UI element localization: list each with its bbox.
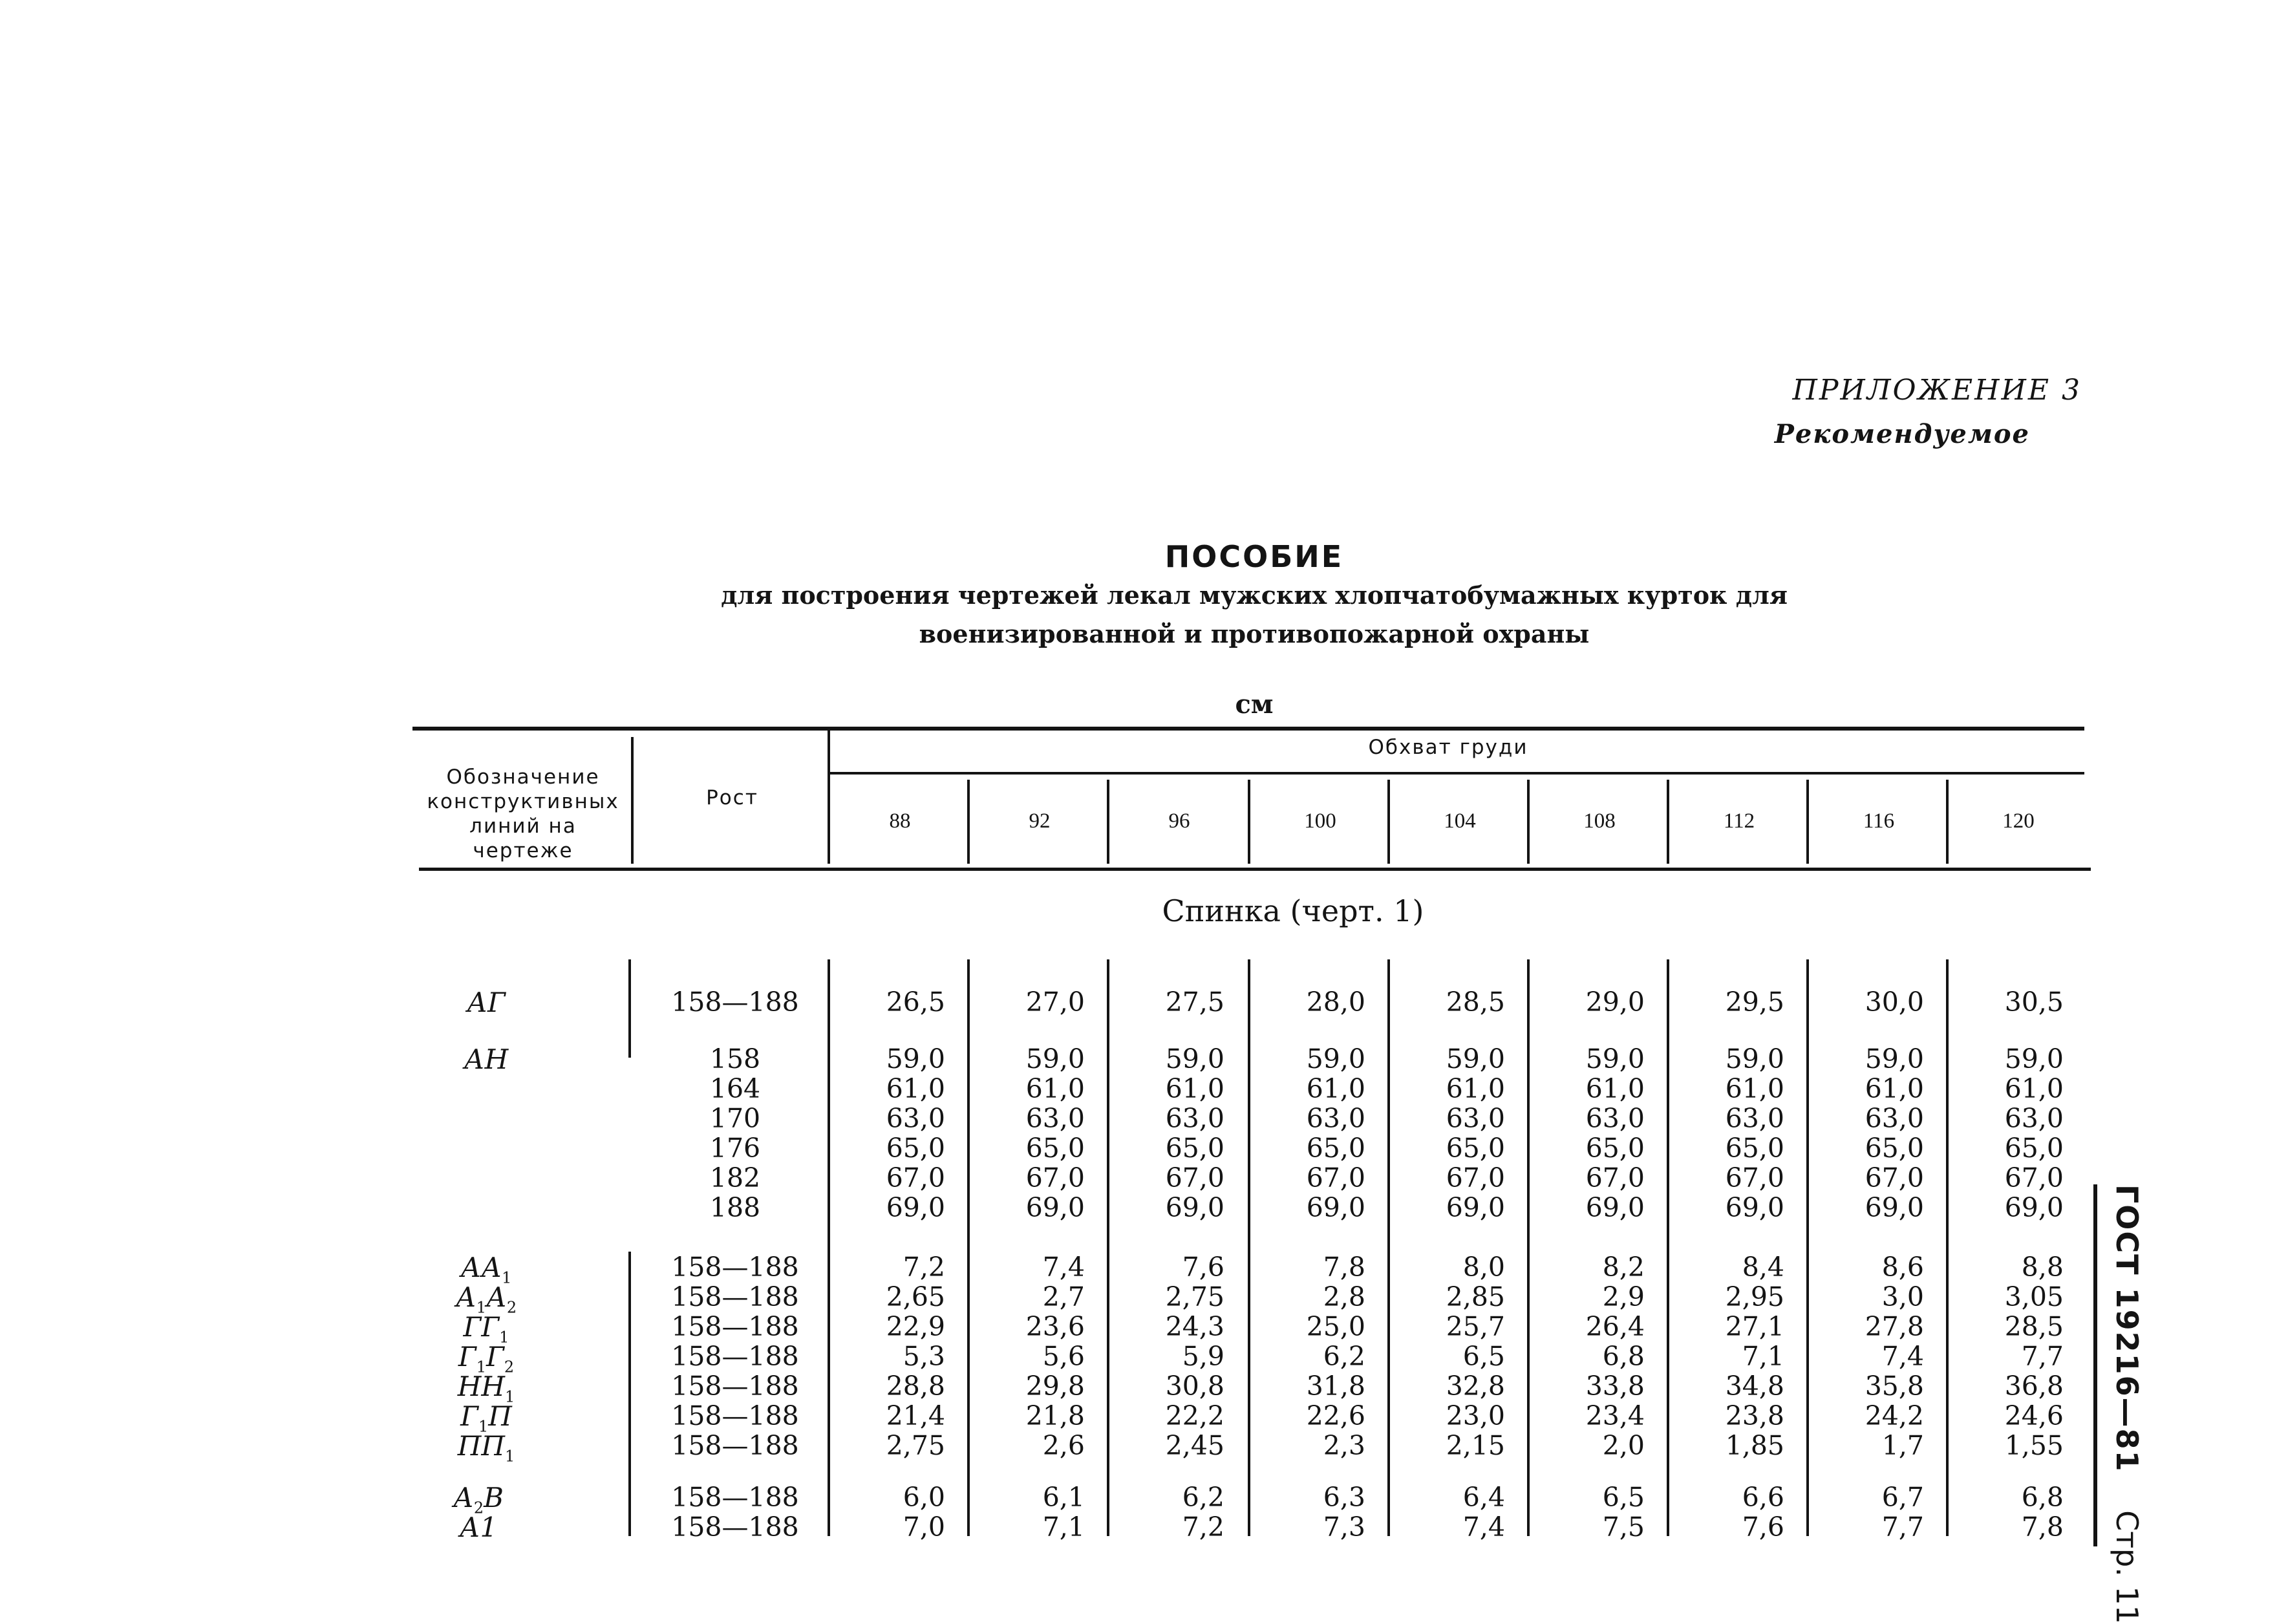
table-cell: 7,2 [1182, 1512, 1224, 1543]
table-cell: 22,2 [1165, 1400, 1224, 1431]
body-column-divider [967, 959, 970, 1536]
col-header-divider [1387, 780, 1390, 864]
table-cell: 5,3 [903, 1341, 945, 1372]
row-designation: $ПП_1$ [457, 1430, 515, 1466]
row-rost: 170 [709, 1103, 761, 1134]
body-column-divider [1387, 959, 1390, 1536]
table-top-rule [412, 727, 2084, 731]
table-cell: 7,1 [1042, 1512, 1085, 1543]
chest-size-100: 100 [1304, 809, 1336, 833]
section-title: Спинка (черт. 1) [1162, 893, 1424, 928]
table-cell: 5,6 [1042, 1341, 1085, 1372]
table-cell: 59,0 [1025, 1043, 1085, 1074]
table-cell: 24,2 [1865, 1400, 1924, 1431]
table-cell: 2,75 [1165, 1281, 1224, 1312]
row-rost: 176 [709, 1133, 761, 1164]
table-cell: 65,0 [1585, 1133, 1645, 1164]
table-cell: 24,6 [2004, 1400, 2064, 1431]
table-cell: 30,5 [2004, 987, 2064, 1018]
col-header-divider [1527, 780, 1530, 864]
table-cell: 65,0 [1306, 1133, 1365, 1164]
table-cell: 3,0 [1881, 1281, 1924, 1312]
table-cell: 7,3 [1323, 1512, 1365, 1543]
table-cell: 3,05 [2004, 1281, 2064, 1312]
row-rost: 158—188 [671, 987, 799, 1018]
table-cell: 29,0 [1585, 987, 1645, 1018]
row-rost: 158—188 [671, 1371, 799, 1402]
row-designation: $Г_1Г_2$ [458, 1341, 515, 1376]
row-designation: $Г_1П$ [460, 1400, 512, 1436]
col-header-rost: Рост [706, 786, 758, 809]
table-cell: 25,0 [1306, 1311, 1365, 1342]
table-cell: 67,0 [1165, 1162, 1224, 1193]
row-rost: 158—188 [671, 1341, 799, 1372]
row-rost: 158—188 [671, 1400, 799, 1431]
table-cell: 8,8 [2021, 1252, 2064, 1283]
table-cell: 23,4 [1585, 1400, 1645, 1431]
col-header-divider [967, 780, 970, 864]
body-column-divider [628, 959, 631, 1058]
col-header-divider [1806, 780, 1809, 864]
col-header-designation [419, 765, 627, 863]
table-cell: 28,8 [886, 1371, 945, 1402]
body-column-divider [1248, 959, 1250, 1536]
table-cell: 63,0 [1865, 1103, 1924, 1134]
table-cell: 69,0 [2004, 1192, 2064, 1223]
table-cell: 24,3 [1165, 1311, 1224, 1342]
unit-label: см [1235, 689, 1274, 720]
chest-size-88: 88 [889, 809, 911, 833]
table-cell: 7,5 [1602, 1512, 1645, 1543]
table-cell: 1,7 [1881, 1430, 1924, 1461]
col-header-designation-line1: Обозначение [446, 765, 600, 789]
group-header-rule [830, 772, 2084, 775]
table-cell: 32,8 [1446, 1371, 1505, 1402]
chest-size-108: 108 [1583, 809, 1616, 833]
table-cell: 30,8 [1165, 1371, 1224, 1402]
table-cell: 63,0 [886, 1103, 945, 1134]
table-cell: 63,0 [1306, 1103, 1365, 1134]
row-rost: 182 [709, 1162, 761, 1193]
table-cell: 29,8 [1025, 1371, 1085, 1402]
row-designation: $А_1А_2$ [455, 1281, 517, 1317]
table-cell: 59,0 [2004, 1043, 2064, 1074]
table-cell: 2,8 [1323, 1281, 1365, 1312]
table-cell: 21,4 [886, 1400, 945, 1431]
table-cell: 69,0 [1025, 1192, 1085, 1223]
table-cell: 26,5 [886, 987, 945, 1018]
table-cell: 65,0 [1165, 1133, 1224, 1164]
table-cell: 6,4 [1462, 1482, 1505, 1513]
table-cell: 30,0 [1865, 987, 1924, 1018]
table-cell: 8,4 [1742, 1252, 1784, 1283]
gost-side-rule [2093, 1184, 2097, 1546]
table-cell: 1,85 [1725, 1430, 1784, 1461]
body-column-divider [1527, 959, 1530, 1536]
appendix-status: Рекомендуемое [1774, 419, 2030, 449]
row-designation: АН [464, 1043, 509, 1075]
row-rost: 158—188 [671, 1482, 799, 1513]
table-cell: 7,4 [1881, 1341, 1924, 1372]
body-column-divider [1806, 959, 1809, 1536]
table-cell: 8,6 [1881, 1252, 1924, 1283]
table-cell: 2,9 [1602, 1281, 1645, 1312]
table-cell: 65,0 [1725, 1133, 1784, 1164]
row-designation: $НН_1$ [457, 1371, 515, 1406]
table-cell: 65,0 [2004, 1133, 2064, 1164]
table-cell: 2,3 [1323, 1430, 1365, 1461]
table-cell: 69,0 [1165, 1192, 1224, 1223]
table-cell: 6,8 [1602, 1341, 1645, 1372]
col-divider-label-rost [631, 737, 634, 864]
table-cell: 63,0 [1165, 1103, 1224, 1134]
table-cell: 2,0 [1602, 1430, 1645, 1461]
table-cell: 69,0 [1446, 1192, 1505, 1223]
col-header-designation-line3: линий на чертеже [469, 815, 577, 862]
table-cell: 6,2 [1182, 1482, 1224, 1513]
table-cell: 67,0 [1025, 1162, 1085, 1193]
table-cell: 65,0 [1865, 1133, 1924, 1164]
table-cell: 2,45 [1165, 1430, 1224, 1461]
gost-side-label [2104, 1184, 2150, 1624]
table-cell: 63,0 [1025, 1103, 1085, 1134]
table-cell: 2,85 [1446, 1281, 1505, 1312]
col-header-designation-line2: конструктивных [427, 790, 619, 813]
table-cell: 25,7 [1446, 1311, 1505, 1342]
chest-size-112: 112 [1723, 809, 1755, 833]
table-cell: 63,0 [1446, 1103, 1505, 1134]
chest-size-116: 116 [1863, 809, 1895, 833]
row-rost: 158 [709, 1043, 761, 1074]
table-cell: 2,6 [1042, 1430, 1085, 1461]
table-cell: 35,8 [1865, 1371, 1924, 1402]
gost-number: ГОСТ 19216—81 [2110, 1184, 2144, 1473]
table-cell: 67,0 [1446, 1162, 1505, 1193]
table-cell: 28,5 [1446, 987, 1505, 1018]
table-cell: 21,8 [1025, 1400, 1085, 1431]
table-cell: 69,0 [1725, 1192, 1784, 1223]
table-cell: 2,75 [886, 1430, 945, 1461]
table-cell: 23,8 [1725, 1400, 1784, 1431]
table-cell: 22,9 [886, 1311, 945, 1342]
table-cell: 7,7 [1881, 1512, 1924, 1543]
row-designation: $А_2В$ [453, 1482, 504, 1517]
row-designation: АГ [467, 987, 506, 1018]
table-cell: 67,0 [886, 1162, 945, 1193]
table-cell: 65,0 [1025, 1133, 1085, 1164]
table-cell: 61,0 [2004, 1073, 2064, 1104]
table-cell: 7,6 [1742, 1512, 1784, 1543]
table-cell: 61,0 [1306, 1073, 1365, 1104]
row-rost: 188 [709, 1192, 761, 1223]
row-rost: 158—188 [671, 1311, 799, 1342]
table-cell: 23,0 [1446, 1400, 1505, 1431]
table-cell: 67,0 [1585, 1162, 1645, 1193]
table-cell: 61,0 [1585, 1073, 1645, 1104]
row-designation: $ГГ_1$ [463, 1311, 509, 1347]
row-rost: 158—188 [671, 1252, 799, 1283]
table-cell: 63,0 [1585, 1103, 1645, 1134]
table-cell: 59,0 [1585, 1043, 1645, 1074]
chest-size-96: 96 [1168, 809, 1190, 833]
table-cell: 59,0 [1306, 1043, 1365, 1074]
header-bottom-rule [419, 868, 2091, 871]
table-cell: 27,0 [1025, 987, 1085, 1018]
table-cell: 69,0 [1585, 1192, 1645, 1223]
table-cell: 2,95 [1725, 1281, 1784, 1312]
table-cell: 8,2 [1602, 1252, 1645, 1283]
table-cell: 67,0 [1725, 1162, 1784, 1193]
table-cell: 63,0 [2004, 1103, 2064, 1134]
table-cell: 27,5 [1165, 987, 1224, 1018]
table-cell: 31,8 [1306, 1371, 1365, 1402]
chest-size-104: 104 [1444, 809, 1476, 833]
body-column-divider [1107, 959, 1109, 1536]
appendix-number: ПРИЛОЖЕНИЕ 3 [1792, 374, 2082, 407]
table-cell: 6,1 [1042, 1482, 1085, 1513]
table-cell: 6,6 [1742, 1482, 1784, 1513]
table-cell: 36,8 [2004, 1371, 2064, 1402]
table-cell: 23,6 [1025, 1311, 1085, 1342]
table-cell: 33,8 [1585, 1371, 1645, 1402]
table-cell: 26,4 [1585, 1311, 1645, 1342]
table-cell: 8,0 [1462, 1252, 1505, 1283]
document-subtitle-line2: военизированной и противопожарной охраны [919, 619, 1590, 648]
body-column-divider [1946, 959, 1949, 1536]
table-cell: 67,0 [1306, 1162, 1365, 1193]
chest-size-120: 120 [2002, 809, 2035, 833]
body-column-divider [628, 1252, 631, 1536]
row-rost: 158—188 [671, 1430, 799, 1461]
table-cell: 7,0 [903, 1512, 945, 1543]
table-cell: 27,8 [1865, 1311, 1924, 1342]
table-cell: 59,0 [886, 1043, 945, 1074]
table-cell: 6,7 [1881, 1482, 1924, 1513]
table-cell: 22,6 [1306, 1400, 1365, 1431]
table-cell: 7,4 [1042, 1252, 1085, 1283]
row-rost: 158—188 [671, 1512, 799, 1543]
table-cell: 63,0 [1725, 1103, 1784, 1134]
table-cell: 67,0 [2004, 1162, 2064, 1193]
table-cell: 7,6 [1182, 1252, 1224, 1283]
table-cell: 61,0 [1725, 1073, 1784, 1104]
col-header-divider [1667, 780, 1669, 864]
table-cell: 7,2 [903, 1252, 945, 1283]
table-cell: 27,1 [1725, 1311, 1784, 1342]
row-rost: 158—188 [671, 1281, 799, 1312]
table-cell: 7,8 [1323, 1252, 1365, 1283]
table-cell: 61,0 [886, 1073, 945, 1104]
table-cell: 28,5 [2004, 1311, 2064, 1342]
table-cell: 7,4 [1462, 1512, 1505, 1543]
table-cell: 59,0 [1165, 1043, 1224, 1074]
table-cell: 65,0 [886, 1133, 945, 1164]
table-cell: 6,3 [1323, 1482, 1365, 1513]
table-cell: 6,2 [1323, 1341, 1365, 1372]
table-cell: 6,5 [1462, 1341, 1505, 1372]
table-cell: 2,15 [1446, 1430, 1505, 1461]
table-cell: 5,9 [1182, 1341, 1224, 1372]
table-cell: 69,0 [1306, 1192, 1365, 1223]
group-header-chest: Обхват груди [1368, 736, 1528, 759]
table-cell: 2,7 [1042, 1281, 1085, 1312]
table-cell: 59,0 [1865, 1043, 1924, 1074]
col-header-divider [1946, 780, 1949, 864]
table-cell: 61,0 [1446, 1073, 1505, 1104]
document-title: ПОСОБИЕ [1164, 539, 1344, 574]
table-cell: 61,0 [1865, 1073, 1924, 1104]
col-divider-rost-values [828, 731, 830, 864]
table-cell: 61,0 [1025, 1073, 1085, 1104]
table-cell: 69,0 [1865, 1192, 1924, 1223]
table-cell: 69,0 [886, 1192, 945, 1223]
table-cell: 6,0 [903, 1482, 945, 1513]
table-cell: 67,0 [1865, 1162, 1924, 1193]
row-designation: А1 [459, 1512, 498, 1543]
body-column-divider [1667, 959, 1669, 1536]
chest-size-92: 92 [1029, 809, 1051, 833]
table-cell: 29,5 [1725, 987, 1784, 1018]
table-cell: 59,0 [1725, 1043, 1784, 1074]
body-column-divider [828, 959, 830, 1536]
table-cell: 6,8 [2021, 1482, 2064, 1513]
table-cell: 61,0 [1165, 1073, 1224, 1104]
row-rost: 164 [709, 1073, 761, 1104]
table-cell: 7,8 [2021, 1512, 2064, 1543]
table-cell: 7,1 [1742, 1341, 1784, 1372]
table-cell: 1,55 [2004, 1430, 2064, 1461]
table-cell: 34,8 [1725, 1371, 1784, 1402]
page-number: Стр. 11 [2110, 1510, 2144, 1624]
table-cell: 28,0 [1306, 987, 1365, 1018]
col-header-divider [1107, 780, 1109, 864]
table-cell: 65,0 [1446, 1133, 1505, 1164]
col-header-divider [1248, 780, 1250, 864]
table-cell: 2,65 [886, 1281, 945, 1312]
table-cell: 59,0 [1446, 1043, 1505, 1074]
table-cell: 7,7 [2021, 1341, 2064, 1372]
row-designation: $АА_1$ [460, 1252, 512, 1287]
table-cell: 6,5 [1602, 1482, 1645, 1513]
document-subtitle-line1: для построения чертежей лекал мужских хлопчатобумажных курток для [721, 581, 1788, 610]
